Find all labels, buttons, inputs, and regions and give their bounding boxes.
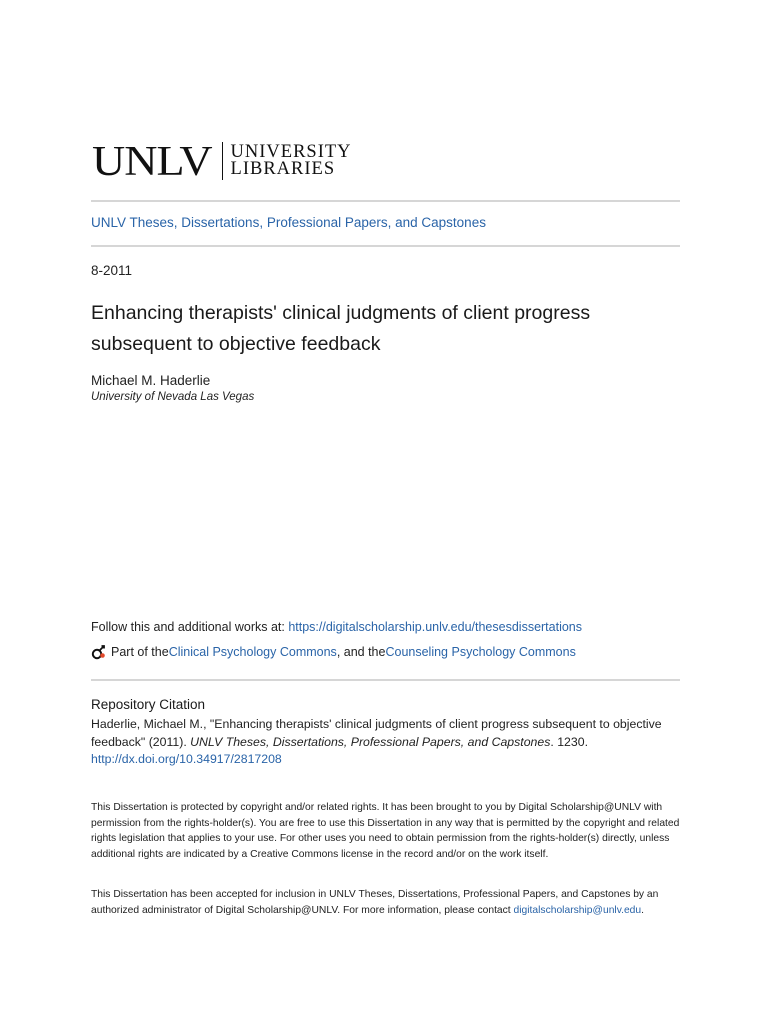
repository-citation-heading: Repository Citation (91, 697, 206, 712)
divider-citation (91, 679, 680, 681)
logo-mark: UNLV (92, 137, 212, 184)
doi-link[interactable]: http://dx.doi.org/10.34917/2817208 (91, 752, 282, 766)
citation-series: UNLV Theses, Dissertations, Professional Papers, and Capstones (190, 734, 551, 749)
document-title: Enhancing therapists' clinical judgments of client progress subsequent to objective feedback (91, 302, 591, 355)
copyright-notice: This Dissertation is protected by copyright and/or related rights. It has been brought to you by Digital Scholarship@UNLV with permission from the rights-holder(s). You are free to use this Dissertation in any way that is permitted by the copyright and related rights legislation that applies to your use. For other uses you need to obtain permission from the rights-holder(s) directly, unless additional rights are indicated by a Creative Commons license in the record and/or on the work itself. (91, 802, 680, 860)
contact-email-link[interactable]: digitalscholarship@unlv.edu (513, 904, 642, 916)
logo-line2: LIBRARIES (230, 159, 336, 179)
part-of-prefix: Part of the (111, 645, 169, 659)
logo-line1: UNIVERSITY (230, 142, 352, 162)
part-of-middle: , and the (336, 645, 386, 659)
author-name: Michael M. Haderlie (91, 373, 211, 388)
citation-number: . 1230. (550, 734, 588, 749)
collection-url-link[interactable]: https://digitalscholarship.unlv.edu/thesesdissertations (288, 620, 583, 634)
acceptance-text: This Dissertation has been accepted for inclusion in UNLV Theses, Dissertations, Professional Papers, and Capstones by an authorized administrator of Digital Scholarship@UNLV. For more information, please contact (91, 889, 659, 916)
acceptance-notice (91, 887, 686, 918)
part-of-line (91, 644, 576, 660)
series-link[interactable]: UNLV Theses, Dissertations, Professional Papers, and Capstones (91, 215, 486, 230)
follow-prefix: Follow this and additional works at: (91, 620, 289, 634)
divider-series (91, 245, 680, 247)
author-affiliation: University of Nevada Las Vegas (91, 391, 255, 403)
logo-subtitle (231, 144, 352, 178)
logo-divider (222, 142, 223, 180)
publication-date: 8-2011 (91, 263, 133, 278)
unlv-libraries-logo (92, 137, 352, 184)
citation-text: Haderlie, Michael M., "Enhancing therapists' clinical judgments of client progress subsequent to objective feedback" (2011). (91, 717, 662, 749)
follow-line (91, 620, 582, 634)
open-access-icon (91, 644, 107, 660)
repository-citation (91, 716, 686, 769)
acceptance-end: . (641, 904, 645, 916)
divider-top (91, 200, 680, 202)
clinical-psychology-commons-link[interactable]: Clinical Psychology Commons (168, 645, 337, 659)
counseling-psychology-commons-link[interactable]: Counseling Psychology Commons (385, 645, 576, 659)
